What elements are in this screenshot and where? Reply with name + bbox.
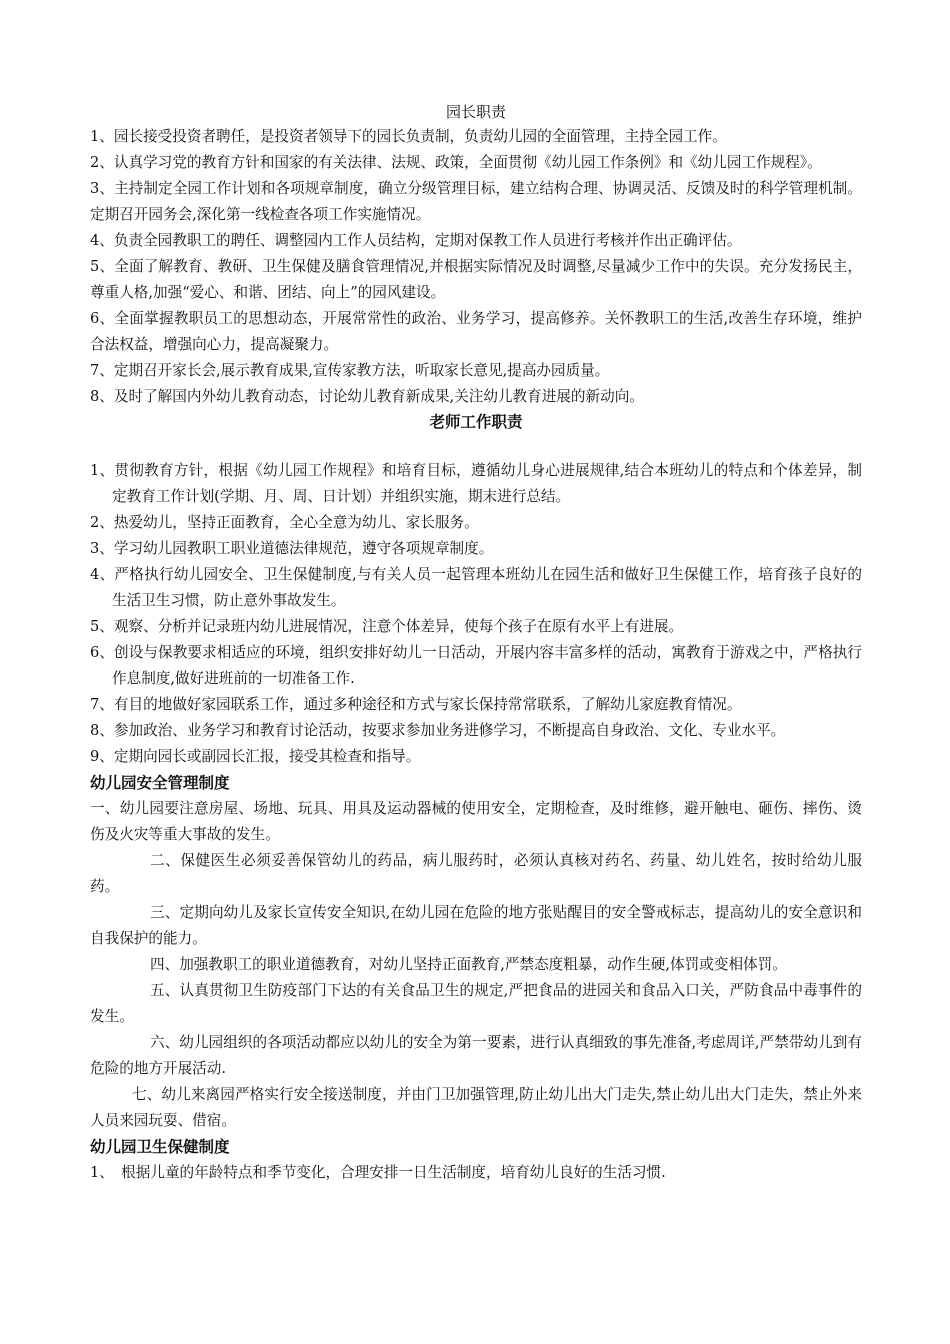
- teacher-item-7: 7、有目的地做好家园联系工作，通过多种途径和方式与家长保持常常联系，了解幼儿家庭教育情况。: [90, 696, 742, 713]
- section-title-director: 园长职责: [445, 103, 506, 121]
- teacher-item-3: 3、学习幼儿园教职工职业道德法律规范，遵守各项规章制度。: [90, 540, 494, 557]
- section-title-teacher: 老师工作职责: [429, 412, 523, 431]
- teacher-item-9: 9、定期向园长或副园长汇报，接受其检查和指导。: [90, 748, 421, 765]
- director-item-3: 3、主持制定全园工作计划和各项规章制度，确立分级管理目标，建立结构合理、协调灵活、反馈及时的科学管理机制。定期召开园务会,深化第一线检查各项工作实施情况。: [90, 180, 862, 223]
- safety-item-3: 三、定期向幼儿及家长宣传安全知识,在幼儿园在危险的地方张贴醒目的安全警戒标志，提高幼儿的安全意识和自我保护的能力。: [90, 904, 862, 947]
- teacher-item-6: 6、创设与保教要求相适应的环境，组织安排好幼儿一日活动，开展内容丰富多样的活动，寓教育于游戏之中，严格执行作息制度,做好进班前的一切准备工作.: [90, 644, 862, 687]
- director-item-6: 6、全面掌握教职员工的思想动态，开展常常性的政治、业务学习，提高修养。关怀教职工的生活,改善生存环境，维护合法权益，增强向心力，提高凝聚力。: [90, 310, 862, 353]
- section-title-health: 幼儿园卫生保健制度: [90, 1137, 230, 1156]
- director-item-5: 5、全面了解教育、教研、卫生保健及膳食管理情况,并根据实际情况及时调整,尽量减少工作中的失误。充分发扬民主，尊重人格,加强“爱心、和谐、团结、向上”的园风建设。: [90, 258, 862, 301]
- safety-item-5: 五、认真贯彻卫生防疫部门下达的有关食品卫生的规定,严把食品的进园关和食品入口关，严防食品中毒事件的发生。: [90, 982, 862, 1025]
- teacher-item-8: 8、参加政治、业务学习和教育讨论活动，按要求参加业务进修学习，不断提高自身政治、文化、专业水平。: [90, 722, 786, 739]
- director-item-2: 2、认真学习党的教育方针和国家的有关法律、法规、政策，全面贯彻《幼儿园工作条例》和《幼儿园工作规程》。: [90, 154, 822, 171]
- safety-item-2: 二、保健医生必须妥善保管幼儿的药品，病儿服药时，必须认真核对药名、药量、幼儿姓名，按时给幼儿服药。: [90, 852, 862, 895]
- safety-item-6: 六、幼儿园组织的各项活动都应以幼儿的安全为第一要素，进行认真细致的事先准备,考虑周详,严禁带幼儿到有危险的地方开展活动.: [90, 1034, 862, 1077]
- director-item-8: 8、及时了解国内外幼儿教育动态，讨论幼儿教育新成果,关注幼儿教育进展的新动向。: [90, 388, 644, 405]
- safety-item-7: 七、幼儿来离园严格实行安全接送制度，并由门卫加强管理,防止幼儿出大门走失,禁止幼儿出大门走失，禁止外来人员来园玩耍、借宿。: [90, 1086, 862, 1129]
- health-item-1: 1、 根据儿童的年龄特点和季节变化，合理安排一日生活制度，培育幼儿良好的生活习惯.: [90, 1164, 666, 1181]
- safety-item-4: 四、加强教职工的职业道德教育，对幼儿坚持正面教育,严禁态度粗暴，动作生硬,体罚或变相体罚。: [150, 956, 787, 973]
- teacher-item-4: 4、严格执行幼儿园安全、卫生保健制度,与有关人员一起管理本班幼儿在园生活和做好卫生保健工作，培育孩子良好的生活卫生习惯，防止意外事故发生。: [90, 566, 862, 609]
- director-item-4: 4、负责全园教职工的聘任、调整园内工作人员结构，定期对保教工作人员进行考核并作出正确评估。: [90, 232, 742, 249]
- teacher-item-1: 1、贯彻教育方针，根据《幼儿园工作规程》和培育目标，遵循幼儿身心进展规律,结合本班幼儿的特点和个体差异，制定教育工作计划(学期、月、周、日计划）并组织实施，期末进行总结。: [90, 462, 862, 505]
- director-item-1: 1、园长接受投资者聘任，是投资者领导下的园长负责制，负责幼儿园的全面管理，主持全园工作。: [90, 128, 727, 145]
- safety-item-1: 一、幼儿园要注意房屋、场地、玩具、用具及运动器械的使用安全，定期检查，及时维修，避开触电、砸伤、摔伤、烫伤及火灾等重大事故的发生。: [90, 800, 862, 843]
- teacher-item-5: 5、观察、分析并记录班内幼儿进展情况，注意个体差异，使每个孩子在原有水平上有进展。: [90, 618, 684, 635]
- director-item-7: 7、定期召开家长会,展示教育成果,宣传家教方法，听取家长意见,提高办园质量。: [90, 362, 610, 379]
- section-title-safety: 幼儿园安全管理制度: [90, 773, 230, 792]
- teacher-item-2: 2、热爱幼儿，坚持正面教育，全心全意为幼儿、家长服务。: [90, 514, 479, 531]
